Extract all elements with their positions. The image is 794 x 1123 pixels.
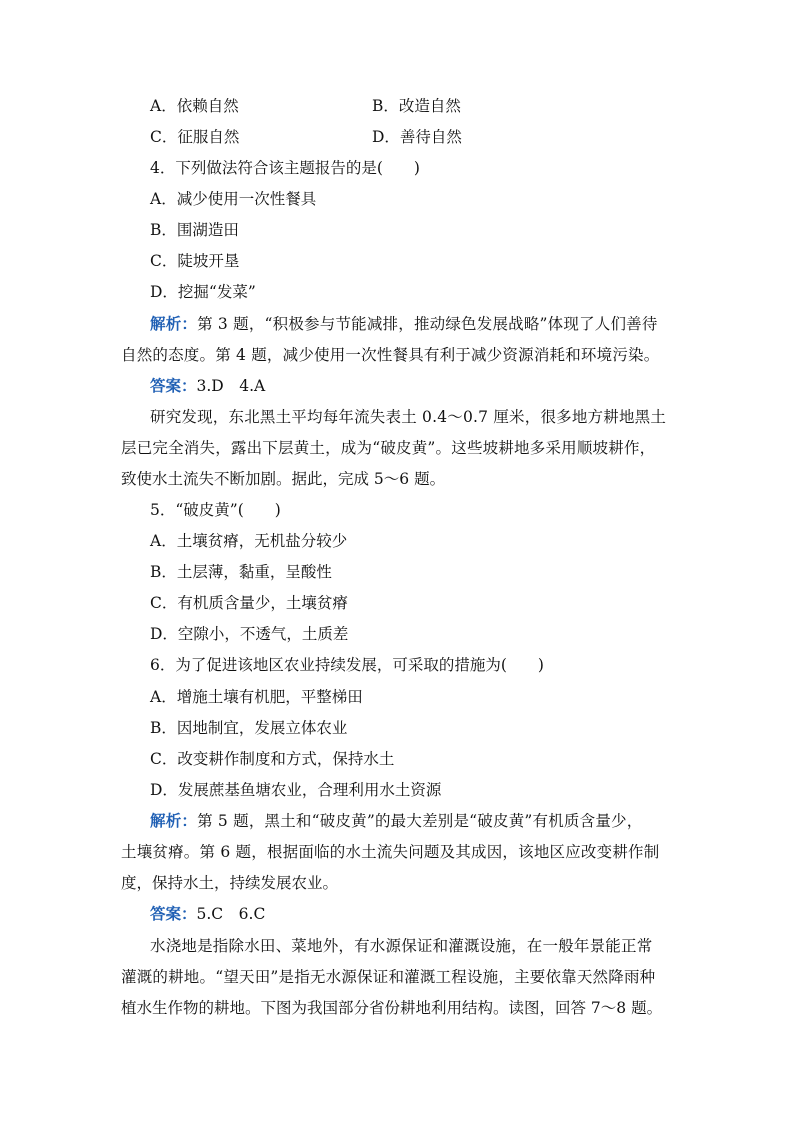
analysis-3-4-line-1: [150, 314, 680, 334]
passage-5-6-line-3: 致使水土流失不断加剧。据此，完成 5～6 题。: [121, 470, 446, 488]
q6-option-a: A．增施土壤有机肥，平整梯田: [150, 688, 363, 706]
answer-label: 答案：: [150, 904, 197, 923]
q6-option-b: B．因地制宜，发展立体农业: [150, 719, 348, 737]
analysis-5-6-line-2: 土壤贫瘠。第 6 题，根据面临的水土流失问题及其成因，该地区应改变耕作制: [121, 843, 660, 861]
q5-stem: 5．“破皮黄”( ): [150, 501, 281, 519]
q3-options-row-2: [150, 127, 680, 147]
q5-option-b: B．土层薄，黏重，呈酸性: [150, 563, 332, 581]
q3-options-row-1: [150, 96, 680, 116]
answer-value: 5.C 6.C: [196, 905, 266, 923]
passage-7-8-line-3: 植水生作物的耕地。下图为我国部分省份耕地利用结构。读图，回答 7～8 题。: [121, 999, 663, 1017]
q6-option-d: D．发展蔗基鱼塘农业，合理利用水土资源: [150, 781, 442, 799]
analysis-label: 解析：: [150, 811, 198, 830]
analysis-text: 第 3 题，“积极参与节能减排，推动绿色发展战略”体现了人们善待: [197, 315, 658, 333]
q4-option-b: B．围湖造田: [150, 221, 239, 239]
analysis-text: 第 5 题，黑土和“破皮黄”的最大差别是“破皮黄”有机质含量少，: [197, 812, 643, 830]
q5-option-d: D．空隙小，不透气，土质差: [150, 625, 349, 643]
passage-7-8-line-1: 水浇地是指除水田、菜地外，有水源保证和灌溉设施，在一般年景能正常: [150, 937, 653, 955]
passage-5-6-line-1: 研究发现，东北黑土平均每年流失表土 0.4～0.7 厘米，很多地方耕地黑土: [150, 408, 667, 426]
q6-option-c: C．改变耕作制度和方式，保持水土: [150, 750, 395, 768]
q3-option-c: C．征服自然: [150, 128, 240, 146]
analysis-5-6-line-3: 度，保持水土，持续发展农业。: [121, 874, 339, 892]
q5-option-c: C．有机质含量少，土壤贫瘠: [150, 594, 348, 612]
q4-stem: 4．下列做法符合该主题报告的是( ): [150, 159, 420, 177]
q5-option-a: A．土壤贫瘠，无机盐分较少: [150, 532, 348, 550]
analysis-3-4-line-2: 自然的态度。第 4 题，减少使用一次性餐具有利于减少资源消耗和环境污染。: [121, 346, 660, 364]
passage-5-6-line-2: 层已完全消失，露出下层黄土，成为“破皮黄”。这些坡耕地多采用顺坡耕作，: [121, 439, 656, 457]
answer-5-6: [150, 904, 680, 924]
q3-option-a: A．依赖自然: [150, 97, 239, 115]
analysis-5-6-line-1: [150, 811, 680, 831]
q4-option-d: D．挖掘“发菜”: [150, 283, 256, 301]
q3-option-b: B．改造自然: [372, 97, 461, 115]
q4-option-a: A．减少使用一次性餐具: [150, 190, 317, 208]
q4-option-c: C．陡坡开垦: [150, 252, 240, 270]
q6-stem: 6．为了促进该地区农业持续发展，可采取的措施为( ): [150, 656, 544, 674]
answer-label: 答案：: [150, 376, 197, 395]
answer-3-4: [150, 376, 680, 396]
q3-option-d: D．善待自然: [372, 128, 462, 146]
answer-value: 3.D 4.A: [196, 377, 266, 395]
passage-7-8-line-2: 灌溉的耕地。“望天田”是指无水源保证和灌溉工程设施，主要依靠天然降雨种: [121, 968, 656, 986]
analysis-label: 解析：: [150, 314, 198, 333]
